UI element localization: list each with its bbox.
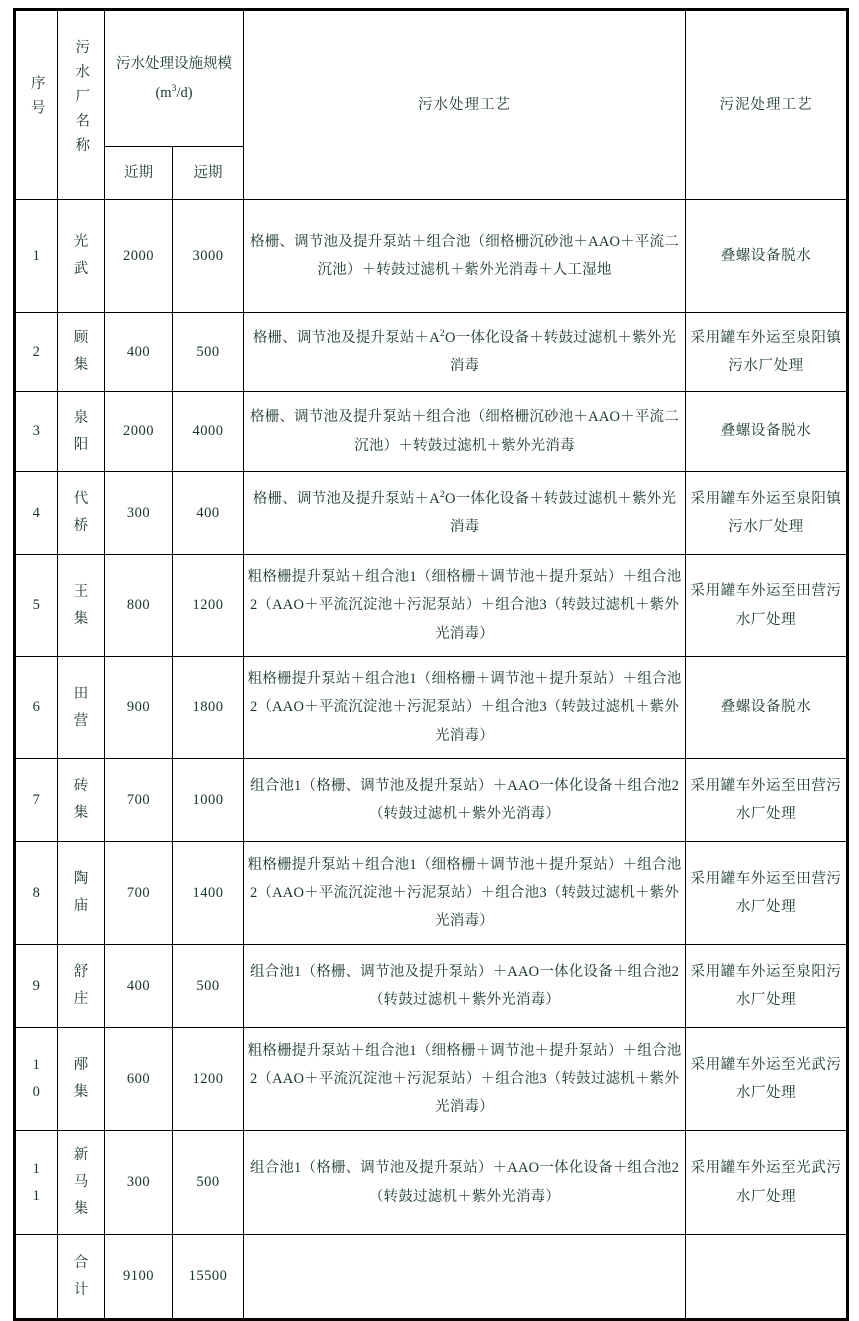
total-row	[15, 1235, 848, 1320]
stacked-char: 集	[73, 357, 89, 373]
sludge-process-cell: 叠螺设备脱水	[686, 200, 848, 313]
sludge-process-cell: 采用罐车外运至泉阳镇污水厂处理	[686, 313, 848, 392]
header-scale-label: 污水处理设施规模(m	[116, 56, 232, 101]
total-sludge-process-cell	[686, 1235, 848, 1320]
stacked-char: 9	[32, 977, 41, 994]
sludge-process-cell: 采用罐车外运至田营污水厂处理	[686, 759, 848, 842]
sludge-process-cell: 采用罐车外运至光武污水厂处理	[686, 1028, 848, 1131]
total-index-cell	[15, 1235, 58, 1320]
table-row	[15, 392, 848, 472]
process-superscript: 2	[439, 488, 446, 500]
stacked-char: 阳	[73, 436, 89, 453]
process-superscript: 2	[439, 327, 446, 339]
stacked-text	[19, 500, 54, 527]
table-row	[15, 945, 848, 1028]
plant-name-cell	[58, 555, 105, 657]
long-term-capacity-cell: 1800	[173, 657, 244, 759]
stacked-text	[61, 866, 101, 920]
stacked-char: 合	[73, 1254, 89, 1271]
row-index-cell	[15, 842, 58, 945]
plant-name-cell	[58, 313, 105, 392]
table-row	[15, 200, 848, 313]
header-plant-name	[58, 10, 105, 200]
sludge-process-cell: 采用罐车外运至泉阳污水厂处理	[686, 945, 848, 1028]
sludge-process-cell: 采用罐车外运至光武污水厂处理	[686, 1131, 848, 1235]
stacked-char: 光	[73, 234, 89, 251]
stacked-char: 新	[73, 1147, 89, 1164]
stacked-char: 王	[73, 583, 89, 600]
stacked-char: 舒	[73, 964, 89, 981]
stacked-char: 1	[32, 1057, 41, 1074]
header-scale-superscript: 3	[171, 82, 177, 94]
table-header	[15, 10, 848, 200]
stacked-char: 3	[32, 423, 41, 440]
header-water-process: 污水处理工艺	[244, 10, 686, 200]
stacked-char: 集	[73, 1200, 89, 1217]
row-index-cell	[15, 392, 58, 472]
long-term-capacity-cell: 1200	[173, 1028, 244, 1131]
header-index	[15, 10, 58, 200]
stacked-text	[19, 339, 54, 366]
row-index-cell	[15, 945, 58, 1028]
plant-name-cell	[58, 1028, 105, 1131]
row-index-cell	[15, 759, 58, 842]
plant-name-cell	[58, 842, 105, 945]
stacked-text	[61, 486, 101, 540]
long-term-capacity-cell: 3000	[173, 200, 244, 313]
stacked-char: 5	[32, 597, 41, 614]
plant-name-cell	[58, 759, 105, 842]
water-process-cell: 粗格栅提升泵站＋组合池1（细格栅＋调节池＋提升泵站）＋组合池2（AAO＋平流沉淀池＋污泥泵站）＋组合池3（转鼓过滤机＋紫外光消毒）	[244, 555, 686, 657]
long-term-capacity-cell: 1400	[173, 842, 244, 945]
plant-name-cell	[58, 1131, 105, 1235]
row-index-cell	[15, 1131, 58, 1235]
stacked-char: 泉	[73, 409, 89, 426]
stacked-char: 6	[32, 699, 41, 716]
row-index-cell	[15, 657, 58, 759]
near-term-capacity-cell: 800	[105, 555, 173, 657]
near-term-capacity-cell: 400	[105, 945, 173, 1028]
table-body	[15, 200, 848, 1320]
water-process-cell: 格栅、调节池及提升泵站＋组合池（细格栅沉砂池＋AAO＋平流二沉池）＋转鼓过滤机＋紫外光消毒	[244, 392, 686, 472]
long-term-capacity-cell: 500	[173, 1131, 244, 1235]
process-text-pre: 格栅、调节池及提升泵站＋A	[252, 329, 440, 346]
stacked-text	[61, 681, 101, 735]
total-near-term-cell: 9100	[105, 1235, 173, 1320]
stacked-char: 顾	[73, 330, 89, 347]
stacked-text	[19, 880, 54, 907]
total-long-term-cell: 15500	[173, 1235, 244, 1320]
sludge-process-cell: 采用罐车外运至田营污水厂处理	[686, 842, 848, 945]
stacked-text	[61, 1142, 101, 1222]
row-index-cell	[15, 472, 58, 555]
plant-name-cell	[58, 392, 105, 472]
stacked-char: 马	[73, 1174, 89, 1191]
stacked-char: 邴	[73, 1057, 89, 1074]
sludge-process-cell: 叠螺设备脱水	[686, 392, 848, 472]
stacked-text	[61, 773, 101, 827]
stacked-text	[19, 592, 54, 619]
process-text-pre: 格栅、调节池及提升泵站＋A	[252, 490, 440, 507]
long-term-capacity-cell: 1000	[173, 759, 244, 842]
stacked-text	[61, 229, 101, 283]
near-term-capacity-cell: 2000	[105, 392, 173, 472]
stacked-char: 营	[73, 712, 89, 729]
stacked-char: 庙	[73, 898, 89, 914]
near-term-capacity-cell: 300	[105, 472, 173, 555]
stacked-char: 1	[32, 247, 41, 264]
stacked-char: 8	[32, 884, 41, 901]
near-term-capacity-cell: 400	[105, 313, 173, 392]
long-term-capacity-cell: 500	[173, 313, 244, 392]
stacked-text	[19, 787, 54, 814]
plant-name-cell	[58, 945, 105, 1028]
long-term-capacity-cell: 1200	[173, 555, 244, 657]
table-row	[15, 1028, 848, 1131]
stacked-char: 1	[32, 1160, 41, 1177]
stacked-text	[19, 973, 54, 1000]
stacked-char: 2	[32, 343, 41, 360]
sludge-process-cell: 采用罐车外运至泉阳镇污水厂处理	[686, 472, 848, 555]
stacked-char: 砖	[73, 778, 89, 795]
sludge-process-cell: 叠螺设备脱水	[686, 657, 848, 759]
row-index-cell	[15, 313, 58, 392]
near-term-capacity-cell: 2000	[105, 200, 173, 313]
stacked-char: 集	[73, 1084, 89, 1100]
water-process-cell: 组合池1（格栅、调节池及提升泵站）＋AAO一体化设备＋组合池2（转鼓过滤机＋紫外光消毒）	[244, 1131, 686, 1235]
stacked-char: 4	[32, 504, 41, 521]
stacked-char: 1	[32, 1187, 41, 1204]
wastewater-plant-table	[13, 8, 849, 1321]
header-scale-label-tail: /d)	[176, 84, 193, 101]
plant-name-cell	[58, 200, 105, 313]
stacked-char: 集	[73, 805, 89, 821]
stacked-char: 陶	[73, 871, 89, 888]
near-term-capacity-cell: 900	[105, 657, 173, 759]
long-term-capacity-cell: 4000	[173, 392, 244, 472]
header-near-term: 近期	[105, 147, 173, 200]
water-process-cell: 格栅、调节池及提升泵站＋组合池（细格栅沉砂池＋AAO＋平流二沉池）＋转鼓过滤机＋紫外光消毒＋人工湿地	[244, 200, 686, 313]
stacked-char: 庄	[73, 991, 89, 1007]
water-process-cell: 组合池1（格栅、调节池及提升泵站）＋AAO一体化设备＋组合池2（转鼓过滤机＋紫外光消毒）	[244, 945, 686, 1028]
total-water-process-cell	[244, 1235, 686, 1320]
water-process-cell	[244, 472, 686, 555]
header-scale-group	[105, 10, 244, 147]
process-text-post: O一体化设备＋转鼓过滤机＋紫外光消毒	[445, 329, 677, 374]
stacked-char: 桥	[73, 518, 89, 534]
stacked-char: 代	[73, 491, 89, 508]
near-term-capacity-cell: 700	[105, 759, 173, 842]
stacked-text	[19, 694, 54, 721]
stacked-char: 武	[73, 261, 89, 277]
near-term-capacity-cell: 300	[105, 1131, 173, 1235]
near-term-capacity-cell: 700	[105, 842, 173, 945]
row-index-cell	[15, 1028, 58, 1131]
table-row	[15, 1131, 848, 1235]
stacked-char: 计	[73, 1281, 89, 1298]
stacked-text	[61, 325, 101, 379]
long-term-capacity-cell: 400	[173, 472, 244, 555]
stacked-text	[19, 418, 54, 445]
stacked-text	[61, 959, 101, 1013]
stacked-char: 0	[32, 1084, 41, 1100]
row-index-cell	[15, 555, 58, 657]
table-row	[15, 657, 848, 759]
table-row	[15, 313, 848, 392]
stacked-text	[19, 1156, 54, 1210]
total-label-cell	[58, 1235, 105, 1320]
water-process-cell: 粗格栅提升泵站＋组合池1（细格栅＋调节池＋提升泵站）＋组合池2（AAO＋平流沉淀池＋污泥泵站）＋组合池3（转鼓过滤机＋紫外光消毒）	[244, 657, 686, 759]
header-row-main	[15, 10, 848, 147]
water-process-cell: 组合池1（格栅、调节池及提升泵站）＋AAO一体化设备＋组合池2（转鼓过滤机＋紫外光消毒）	[244, 759, 686, 842]
stacked-text	[61, 1250, 101, 1304]
plant-name-cell	[58, 472, 105, 555]
stacked-text	[61, 405, 101, 459]
header-sludge-process: 污泥处理工艺	[686, 10, 848, 200]
water-process-cell	[244, 313, 686, 392]
stacked-text	[61, 579, 101, 633]
process-text-post: O一体化设备＋转鼓过滤机＋紫外光消毒	[445, 490, 677, 535]
stacked-text	[61, 1052, 101, 1106]
long-term-capacity-cell: 500	[173, 945, 244, 1028]
header-long-term: 远期	[173, 147, 244, 200]
sludge-process-cell: 采用罐车外运至田营污水厂处理	[686, 555, 848, 657]
plant-name-cell	[58, 657, 105, 759]
stacked-char: 7	[32, 791, 41, 808]
water-process-cell: 粗格栅提升泵站＋组合池1（细格栅＋调节池＋提升泵站）＋组合池2（AAO＋平流沉淀池＋污泥泵站）＋组合池3（转鼓过滤机＋紫外光消毒）	[244, 1028, 686, 1131]
stacked-char: 田	[73, 685, 89, 702]
stacked-text	[19, 243, 54, 270]
stacked-text	[19, 1052, 54, 1106]
water-process-cell: 粗格栅提升泵站＋组合池1（细格栅＋调节池＋提升泵站）＋组合池2（AAO＋平流沉淀池＋污泥泵站）＋组合池3（转鼓过滤机＋紫外光消毒）	[244, 842, 686, 945]
header-index-label: 序号	[28, 75, 45, 125]
stacked-char: 集	[73, 610, 89, 627]
table-row	[15, 759, 848, 842]
table-row	[15, 842, 848, 945]
table-row	[15, 555, 848, 657]
table-row	[15, 472, 848, 555]
row-index-cell	[15, 200, 58, 313]
near-term-capacity-cell: 600	[105, 1028, 173, 1131]
header-plant-name-label: 污水厂名称	[73, 38, 90, 162]
